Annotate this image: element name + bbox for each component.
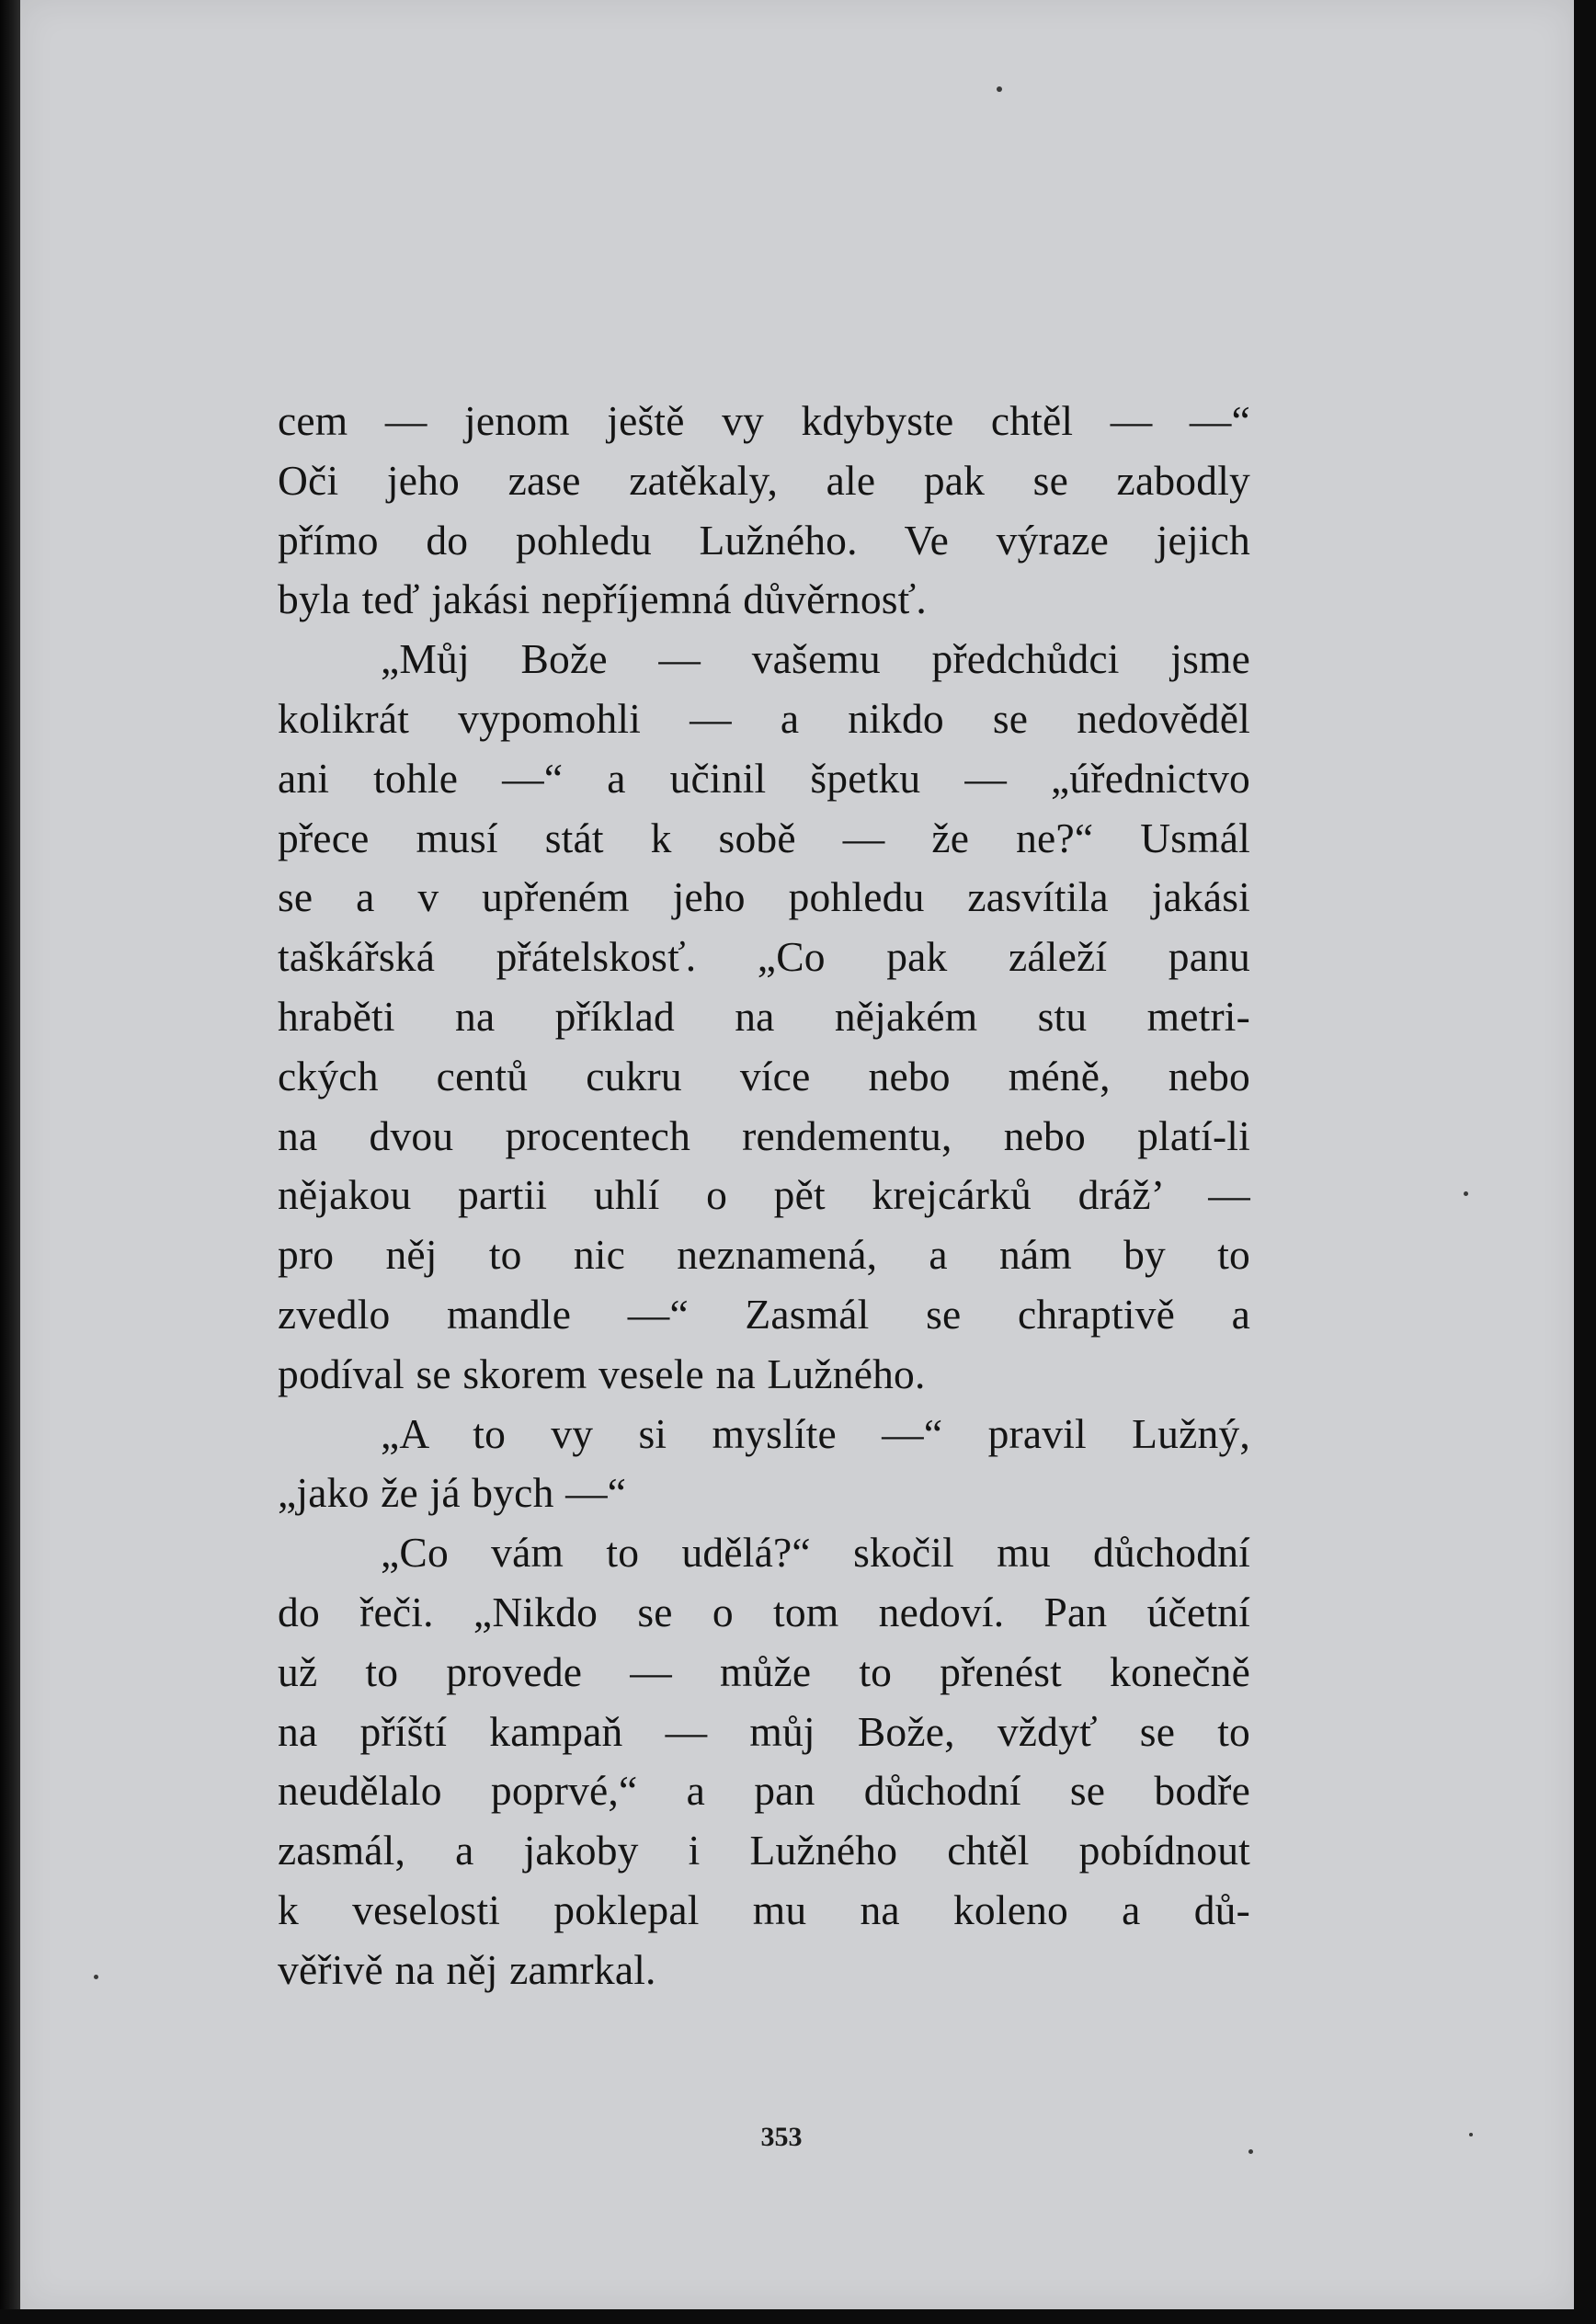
text-line: přece musí stát k sobě — že ne?“ Usmál — [278, 814, 1250, 861]
page-number: 353 — [760, 2122, 803, 2152]
scan-bottom-edge — [0, 2309, 1596, 2324]
text-line: věřivě na něj zamrkal. — [278, 1945, 656, 1993]
paper-speck — [997, 86, 1002, 92]
text-line: už to provede — může to přenést konečně — [278, 1647, 1250, 1695]
text-line: „Můj Bože — vašemu předchůdci jsme — [381, 635, 1250, 683]
text-line: nějakou partii uhlí o pět krejcárků dráž’ — — [278, 1171, 1250, 1219]
text-line: na dvou procentech rendementu, nebo platí-li — [278, 1111, 1250, 1159]
text-line: do řeči. „Nikdo se o tom nedoví. Pan účetní — [278, 1588, 1250, 1635]
scan-left-edge — [0, 0, 20, 2324]
text-line: podíval se skorem vesele na Lužného. — [278, 1350, 926, 1397]
body-text — [278, 392, 1250, 2000]
text-line: ckých centů cukru více nebo méně, nebo — [278, 1052, 1250, 1099]
text-line: přímo do pohledu Lužného. Ve výraze jejich — [278, 516, 1250, 564]
paper-speck — [94, 1975, 98, 1979]
text-line: Oči jeho zase zatěkaly, ale pak se zabodly — [278, 456, 1250, 504]
text-line: hraběti na příklad na nějakém stu metri- — [278, 992, 1250, 1040]
text-line: taškářská přátelskosť. „Co pak záleží panu — [278, 933, 1250, 981]
text-line: pro něj to nic neznamená, a nám by to — [278, 1231, 1250, 1279]
text-line: se a v upřeném jeho pohledu zasvítila jakási — [278, 873, 1250, 921]
text-line: na příští kampaň — můj Bože, vždyť se to — [278, 1707, 1250, 1755]
paper-speck — [1464, 1191, 1468, 1196]
paper-speck — [1248, 2149, 1253, 2154]
text-line: „Co vám to udělá?“ skočil mu důchodní — [381, 1529, 1250, 1577]
text-line: byla teď jakási nepříjemná důvěrnosť. — [278, 575, 927, 623]
text-line: zvedlo mandle —“ Zasmál se chraptivě a — [278, 1290, 1250, 1338]
paper-speck — [1469, 2133, 1473, 2136]
text-line: „A to vy si myslíte —“ pravil Lužný, — [381, 1409, 1250, 1457]
text-line: k veselosti poklepal mu na koleno a dů- — [278, 1885, 1250, 1933]
text-line: cem — jenom ještě vy kdybyste chtěl — —“ — [278, 397, 1250, 444]
text-line: ani tohle —“ a učinil špetku — „úřednictvo — [278, 754, 1250, 802]
text-line: kolikrát vypomohli — a nikdo se nedověděl — [278, 694, 1250, 742]
text-line: „jako že já bych —“ — [278, 1469, 627, 1517]
text-line: neudělalo poprvé,“ a pan důchodní se bodře — [278, 1767, 1250, 1815]
text-line: zasmál, a jakoby i Lužného chtěl pobídnout — [278, 1827, 1250, 1874]
scan-right-edge — [1574, 0, 1596, 2324]
